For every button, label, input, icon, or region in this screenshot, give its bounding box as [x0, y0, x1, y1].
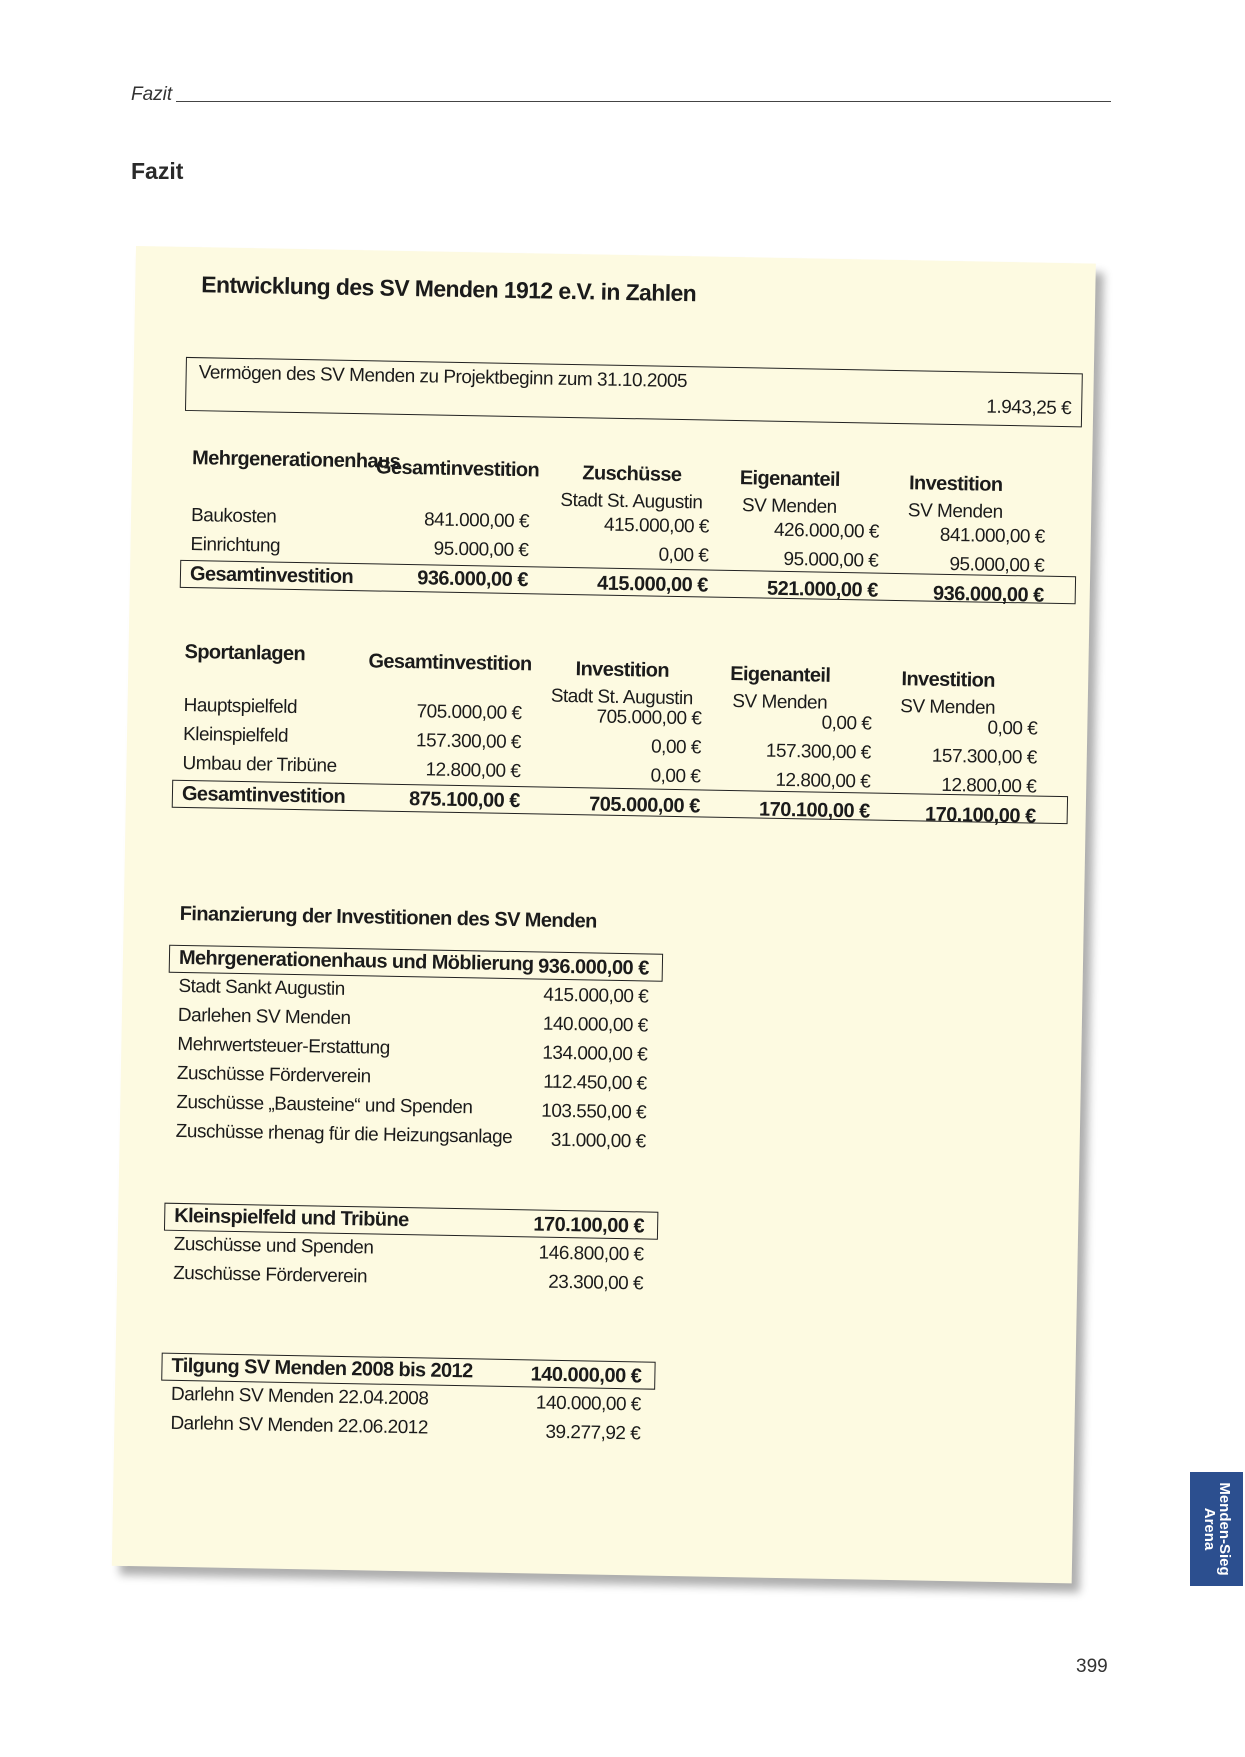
- financing-block-total: 140.000,00 €: [530, 1363, 642, 1388]
- mgh-col-sub-4: SV Menden: [907, 500, 1003, 523]
- financing-item-label: Zuschüsse und Spenden: [173, 1233, 374, 1259]
- mgh-total-cell: 936.000,00 €: [932, 582, 1044, 607]
- mgh-col-head-2: Zuschüsse: [582, 462, 682, 487]
- sport-cell: 0,00 €: [650, 736, 702, 759]
- sport-cell: 157.300,00 €: [415, 730, 522, 754]
- financing-item-value: 39.277,92 €: [545, 1421, 641, 1445]
- sport-cell: 12.800,00 €: [425, 759, 521, 783]
- mgh-cell: 426.000,00 €: [773, 519, 880, 543]
- mgh-col-sub-2: Stadt St. Augustin: [560, 489, 703, 514]
- mgh-total-cell: 521.000,00 €: [766, 577, 879, 602]
- sport-cell: 0,00 €: [821, 712, 872, 735]
- sport-cell: 157.300,00 €: [765, 740, 872, 764]
- sport-row-label: Hauptspielfeld: [183, 694, 298, 719]
- assets-box: [185, 357, 1083, 427]
- mgh-table-title: Mehrgenerationenhaus: [191, 447, 401, 473]
- financing-item-label: Zuschüsse Förderverein: [172, 1262, 368, 1288]
- sport-col-sub-2: Stadt St. Augustin: [550, 685, 694, 710]
- financing-item-label: Darlehn SV Menden 22.06.2012: [170, 1412, 429, 1439]
- mgh-col-head-3: Eigenanteil: [739, 467, 841, 491]
- financing-item-value: 31.000,00 €: [550, 1129, 646, 1153]
- sport-total-label: Gesamtinvestition: [181, 782, 346, 808]
- sport-col-sub-3: SV Menden: [732, 691, 828, 714]
- financing-item-value: 112.450,00 €: [543, 1071, 647, 1095]
- sport-col-sub-4: SV Menden: [900, 696, 996, 719]
- sport-cell: 705.000,00 €: [416, 701, 522, 725]
- mgh-cell: 841.000,00 €: [939, 524, 1046, 548]
- mgh-cell: 841.000,00 €: [423, 509, 530, 533]
- mgh-cell: 0,00 €: [658, 544, 709, 567]
- sport-cell: 12.800,00 €: [941, 774, 1037, 798]
- header-rule: [176, 101, 1111, 102]
- mgh-col-head-4: Investition: [908, 472, 1003, 496]
- chapter-side-tab-line-2: Arena: [1200, 1507, 1218, 1551]
- financing-item-label: Darlehn SV Menden 22.04.2008: [170, 1383, 429, 1410]
- sport-row-label: Kleinspielfeld: [182, 723, 289, 747]
- sport-cell: 705.000,00 €: [596, 706, 702, 730]
- figures-sheet: [112, 246, 1096, 1583]
- mgh-cell: 415.000,00 €: [603, 514, 710, 538]
- mgh-row-label: Einrichtung: [190, 534, 281, 557]
- page-title: Fazit: [131, 158, 184, 184]
- financing-item-value: 146.800,00 €: [538, 1242, 644, 1266]
- financing-item-value: 23.300,00 €: [548, 1271, 644, 1295]
- financing-item-value: 140.000,00 €: [535, 1392, 642, 1416]
- sport-col-head-1: Gesamtinvestition: [368, 650, 532, 676]
- sport-cell: 157.300,00 €: [931, 745, 1037, 769]
- sport-col-head-2: Investition: [575, 658, 670, 682]
- financing-item-value: 134.000,00 €: [542, 1042, 648, 1066]
- financing-item-label: Zuschüsse „Bausteine“ und Spenden: [176, 1091, 473, 1119]
- financing-block-title: Tilgung SV Menden 2008 bis 2012: [171, 1354, 473, 1383]
- sport-col-head-4: Investition: [901, 668, 996, 692]
- sport-total-cell: 170.100,00 €: [758, 798, 870, 823]
- sport-total-cell: 170.100,00 €: [924, 803, 1036, 828]
- financing-title: Finanzierung der Investitionen des SV Menden: [179, 902, 597, 933]
- mgh-total-cell: 415.000,00 €: [596, 572, 709, 597]
- sport-col-head-3: Eigenanteil: [730, 662, 831, 687]
- sheet-title: Entwicklung des SV Menden 1912 e.V. in Zahlen: [201, 271, 697, 307]
- sport-total-cell: 705.000,00 €: [588, 793, 701, 818]
- mgh-col-sub-3: SV Menden: [741, 495, 837, 518]
- sport-total-cell: 875.100,00 €: [408, 788, 521, 813]
- financing-block-title: Kleinspielfeld und Tribüne: [174, 1204, 409, 1232]
- financing-item-label: Zuschüsse rhenag für die Heizungsanlage: [175, 1120, 513, 1149]
- mgh-cell: 95.000,00 €: [783, 548, 879, 572]
- financing-item-value: 140.000,00 €: [542, 1013, 648, 1037]
- financing-block-total: 936.000,00 €: [537, 955, 650, 980]
- mgh-row-label: Baukosten: [190, 505, 277, 528]
- chapter-side-tab-label: [1202, 1482, 1232, 1575]
- running-header-title: Fazit: [131, 84, 173, 105]
- sport-cell: 12.800,00 €: [775, 769, 871, 793]
- mgh-total-label: Gesamtinvestition: [189, 563, 354, 589]
- assets-label: Vermögen des SV Menden zu Projektbeginn zum 31.10.2005: [198, 362, 688, 393]
- sport-row-label: Umbau der Tribüne: [182, 752, 337, 777]
- financing-block-total: 170.100,00 €: [533, 1213, 645, 1238]
- financing-item-label: Mehrwertsteuer-Erstattung: [177, 1033, 390, 1059]
- page-number: 399: [1076, 1656, 1108, 1677]
- mgh-cell: 95.000,00 €: [433, 538, 529, 562]
- sport-cell: 0,00 €: [650, 765, 701, 788]
- sport-table-title: Sportanlagen: [184, 640, 306, 666]
- financing-item-label: Darlehen SV Menden: [177, 1004, 351, 1030]
- sport-cell: 0,00 €: [987, 717, 1038, 740]
- financing-block-title: Mehrgenerationenhaus und Möblierung: [178, 946, 534, 976]
- chapter-side-tab-line-1: Menden-Sieg: [1215, 1482, 1233, 1576]
- chapter-side-tab: [1190, 1472, 1243, 1586]
- financing-item-value: 103.550,00 €: [541, 1100, 647, 1124]
- financing-item-value: 415.000,00 €: [543, 984, 649, 1008]
- financing-item-label: Stadt Sankt Augustin: [178, 975, 346, 1000]
- mgh-col-head-1: Gesamtinvestition: [375, 456, 540, 482]
- mgh-total-cell: 936.000,00 €: [416, 567, 529, 592]
- financing-item-label: Zuschüsse Förderverein: [176, 1062, 371, 1088]
- assets-value: 1.943,25 €: [986, 396, 1072, 420]
- mgh-cell: 95.000,00 €: [949, 553, 1045, 577]
